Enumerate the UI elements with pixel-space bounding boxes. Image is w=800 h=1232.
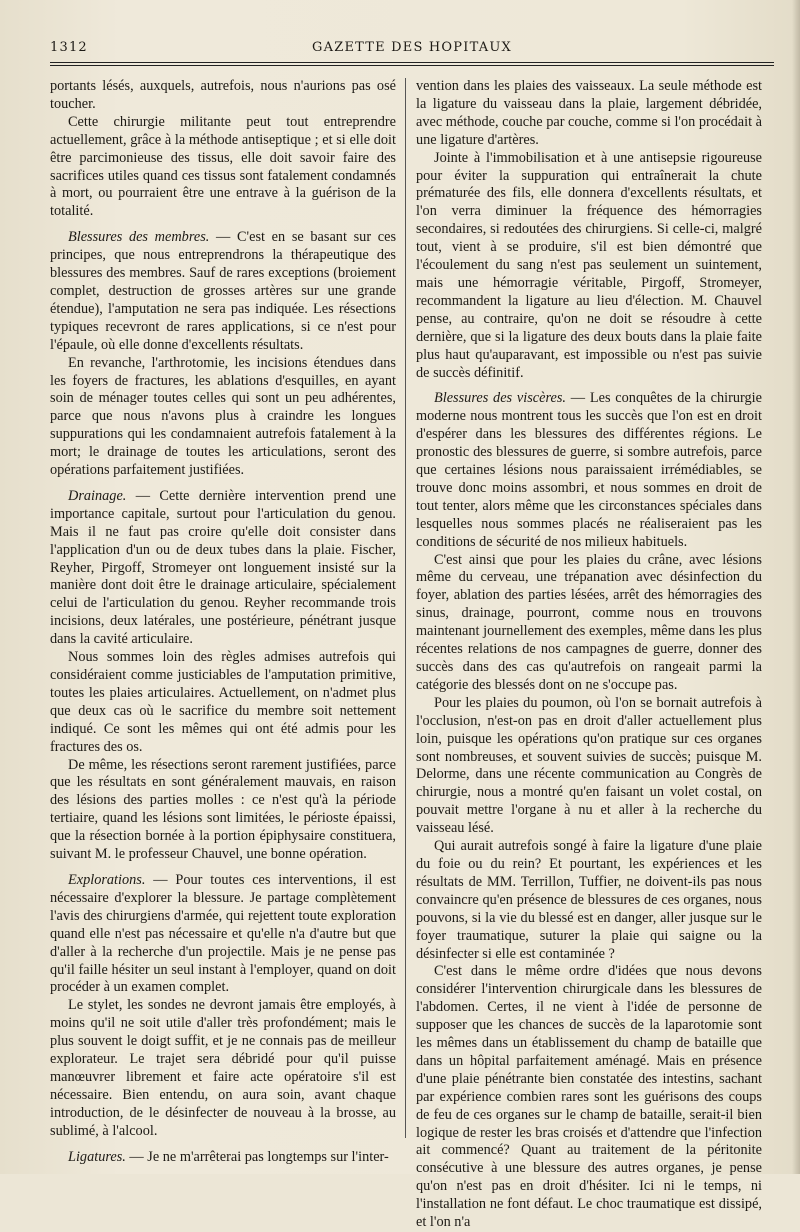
section-heading: Explorations. [68,871,146,888]
paragraph [50,355,396,480]
paragraph [50,114,396,221]
paragraph-text: En revanche, l'arthrotomie, les incisions étendues dans les foyers de fractures, les ablations d'esquilles, en ayant soin de ménager toutes celles qui sont un peu adhérentes, parce que nous n'avons plus à craindre les longues suppurations qui les condamnaient autrefois fatalement à la mort; le drainage de toutes les articulations, seront des opérations parfaitement justifiées. [50,354,396,479]
paragraph-text: Pour les plaies du poumon, où l'on se bornait autrefois à l'occlusion, n'est-on pas en droit d'aller actuellement plus loin, puisque les opérations qu'on pratique sur ces organes sont nombreuses, et souvent suivies de succès; puisque M. Delorme, dans une récente communication au Congrès de chirurgie, nous a montré qu'en faisant un volet costal, on pouvait mettre l'organe à nu et aller à la recherche du vaisseau lésé. [416,694,762,837]
section-paragraph [50,229,396,354]
paragraph-text: Nous sommes loin des règles admises autrefois qui considéraient comme justiciables de l'amputation primitive, toutes les plaies articulaires. Actuellement, on n'admet plus que deux cas où le sacrifice du membre soit nettement indiqué. Ce sont les mêmes qui ont été admis pour les fractures des os. [50,649,396,755]
paragraph-text: C'est ainsi que pour les plaies du crâne, avec lésions même du cerveau, une trépanation avec désinfection du foyer, ablation des parties lésées, arrêt des hémorragies des sinus, drainage, pourront, comme nous en trouvons maintenant journellement des exemples, même dans les plus récentes relations de nos campagnes de guerre, donner des succès dans des cas qu'autrefois on rangeait parmi la catégorie des blessés dont on ne s'occupe pas. [416,551,762,693]
paragraph-text: Le stylet, les sondes ne devront jamais être employés, à moins qu'il ne soit utile d'aller très profondément; mais le plus souvent le doigt suffit, et je ne connais pas de meilleur explorateur. Le trajet sera débridé pour qu'il puisse manœuvrer librement et faire acte opératoire s'il est nécessaire. Bien entendu, on aura soin, avant chaque introduction, de le désinfecter de nouveau à la brosse, au sublimé, à l'alcool. [50,997,396,1139]
section-paragraph [50,1149,396,1167]
paragraph-text: — Pour toutes ces interventions, il est nécessaire d'explorer la blessure. Je partage complètement l'avis des chirurgiens d'armée, qui rejettent toute exploration quand elle n'est pas nécessaire et qu'elle n'a d'autre but que d'aller à la recherche d'un projectile. Mais je ne pense pas qu'il faille hésiter un seul instant à l'employer, quand on doit procéder à un examen complet. [50,871,396,996]
section-paragraph [50,872,396,997]
column-divider [405,78,406,1138]
paragraph [416,963,762,1232]
paragraph-continued [416,78,762,150]
paragraph-text: Jointe à l'immobilisation et à une antisepsie rigoureuse pour éviter la suppuration qui entraînerait la chute prématurée des fils, elle donnera d'excellents résultats, et l'on verra diminuer la fréquence des hémorragies secondaires, si redoutées des chirurgiens. Si celle-ci, malgré tout, vient à se produire, s'il est bien démontré que l'écoulement du sang n'est pas seulement un suintement, mais une hémorragie véritable, Pirgoff, Stromeyer, recommandent la ligature au lieu d'élection. M. Chauvel pense, au contraire, qu'on ne doit se résoudre à cette dernière, que si la ligature des deux bouts dans la plaie faite plus haut qu'auparavant, est impossible ou n'est pas suivie de succès définitif. [416,149,762,381]
section-paragraph [50,488,396,649]
paragraph [416,838,762,963]
paragraph-continued [50,78,396,114]
paragraph-text: Qui aurait autrefois songé à faire la ligature d'une plaie du foie ou du rein? Et pourtant, les expériences et les résultats de MM. Terrillon, Tuffier, ne doivent-ils pas nous convaincre qu'en présence de blessures de ces organes, nous pouvons, si la vie du blessé est en danger, aller jusque sur le foyer traumatique, suturer la plaie qui saigne ou la désinfecter si elle est contaminée ? [416,838,762,962]
page-edge-shadow [792,0,800,1174]
paragraph [416,150,762,383]
paragraph [50,997,396,1140]
paragraph-text: vention dans les plaies des vaisseaux. La seule méthode est la ligature du vaisseau dans la plaie, largement débridée, avec méthode, couche par couche, comme si l'on procédait à une ligature d'artères. [416,78,762,148]
header-rule [50,62,774,63]
paragraph-text: De même, les résections seront rarement justifiées, parce que les résultats en sont généralement mauvais, en raison des lésions des parties molles : ce n'est qu'à la période tertiaire, quand les lésions sont limitées, le périoste épaissi, que la résection bornée à la portion épiphysaire constituera, suivant M. le professeur Chauvel, une bonne opération. [50,756,396,863]
paragraph [50,649,396,756]
paragraph [416,695,762,838]
section-heading: Ligatures. [68,1148,126,1165]
paragraph-text: — Je ne m'arrêterai pas longtemps sur l'inter- [125,1148,389,1165]
journal-title: GAZETTE DES HOPITAUX [312,40,512,55]
paragraph-text: C'est dans le même ordre d'idées que nous devons considérer l'intervention chirurgicale dans les blessures de l'abdomen. Certes, il ne vient à l'idée de personne de supposer que les chances de succès de la laparotomie sont les mêmes dans un établissement du champ de bataille que dans un hôpital parfaitement aménagé. Mais en présence d'une plaie pénétrante bien constatée des intestins, sachant par expérience combien rares sont les guérisons des coups de feu de ces organes sur le champ de bataille, serait-il bien logique de rester les bras croisés et d'attendre que l'infection ait commencé? Quant au traitement de la péritonite consécutive à une blessure des autres organes, je pense qu'on n'est pas en droit d'hésiter. Ici ni le temps, ni l'installation ne font défaut. Le choc traumatique est dissipé, et l'on n'a [416,963,762,1231]
section-heading: Drainage. [68,487,127,504]
paragraph-text: — Cette dernière intervention prend une importance capitale, surtout pour l'articulation du genou. Mais il ne faut pas croire qu'elle doit consister dans l'application d'un ou de deux tubes dans la plaie. Fischer, Reyher, Pirgoff, Stromeyer ont longuement insisté sur la manière dont doit être le drainage articulaire, spécialement celui de l'articulation du genou. Reyher recommande trois incisions, deux latérales, une postérieure, pénétrant jusque dans la cavité articulaire. [50,487,396,648]
section-heading: Blessures des viscères. [434,390,566,407]
paragraph-text: — C'est en se basant sur ces principes, que nous entreprendrons la thérapeutique des blessures des membres. Sauf de rares exceptions (broiement complet, destruction de grosses artères sur une grande étendue), l'amputation ne sera pas indiquée. Les résections typiques recevront de rares applications, si ce n'est pour l'épaule, où elle donne d'excellents résultats. [50,229,397,353]
left-column [50,78,396,1166]
section-heading: Blessures des membres. [68,229,210,246]
running-head [50,40,774,60]
paragraph-text: — Les conquêtes de la chirurgie moderne nous montrent tous les succès que l'on est en droit d'espérer dans les blessures des différentes régions. Le pronostic des blessures de guerre, si sombre autrefois, parce que certaines lésions nous paraissaient irrémédiables, se trouve donc moins assombri, et nous sommes en droit de tout tenter, alors même que les circonstances spéciales dans lesquelles nous sommes placés ne réaliseraient pas les conditions de sécurité de nos milieux habituels. [416,390,762,550]
page-number: 1312 [50,40,88,55]
paragraph [50,757,396,864]
section-paragraph [416,390,762,551]
header-rule-secondary [50,65,774,66]
article-columns [50,78,774,1231]
paragraph [416,552,762,695]
right-column [416,78,762,1232]
paragraph-text: Cette chirurgie militante peut tout entreprendre actuellement, grâce à la méthode antiseptique ; et si elle doit être parcimonieuse des tissus, elle doit savoir faire des sacrifices utiles quand ces tissus sont fatalement condamnés à mort, ou pourraient être une entrave à la guérison de la totalité. [50,113,396,220]
paragraph-text: portants lésés, auxquels, autrefois, nous n'aurions pas osé toucher. [50,78,396,112]
